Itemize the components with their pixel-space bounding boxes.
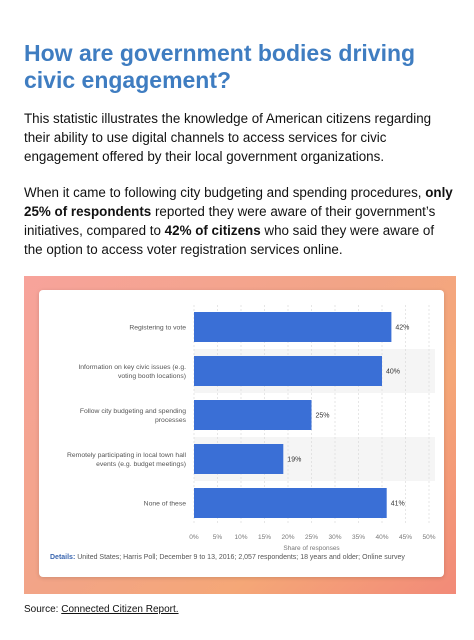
bar: [194, 356, 382, 386]
x-tick-label: 45%: [398, 534, 413, 541]
x-tick-label: 35%: [351, 534, 366, 541]
summary-paragraph: [24, 183, 456, 259]
bar: [194, 400, 312, 430]
data-label: 41%: [390, 500, 405, 508]
x-tick-label: 5%: [212, 534, 223, 541]
x-tick-label: 50%: [422, 534, 436, 541]
chart-details: [50, 552, 430, 563]
category-label-line: processes: [155, 417, 186, 424]
source-link[interactable]: Connected Citizen Report.: [61, 604, 179, 615]
x-tick-label: 30%: [328, 534, 342, 541]
category-label-line: Remotely participating in local town hall: [66, 452, 186, 459]
category-label: [67, 452, 186, 468]
category-label-line: Registering to vote: [129, 324, 186, 332]
data-label: 25%: [315, 412, 330, 420]
category-label: [144, 501, 187, 508]
bar: [194, 488, 387, 518]
data-label: 19%: [287, 456, 302, 464]
summary-highlight-2: 42% of citizens: [164, 223, 261, 238]
details-text: United States; Harris Poll; December 9 to 13, 2016; 2,057 respondents; 18 years and older; Online survey: [75, 554, 405, 561]
bar: [194, 444, 283, 474]
category-label-line: None of these: [143, 500, 186, 508]
x-axis-label: Share of responses: [283, 545, 340, 552]
x-tick-label: 15%: [257, 534, 272, 541]
summary-text-3: who said they were aware of the option to access voter registration services online.: [24, 223, 435, 257]
page-title: How are government bodies driving civic engagement?: [24, 40, 416, 93]
source-line: [24, 603, 179, 617]
x-tick-label: 20%: [281, 534, 295, 541]
chart-frame: [24, 276, 456, 594]
category-label-line: voting booth locations): [117, 373, 186, 380]
source-label: Source:: [24, 604, 62, 615]
x-tick-label: 10%: [234, 534, 248, 541]
bar: [194, 312, 391, 342]
summary-text-1: When it came to following city budgeting and spending procedures,: [24, 185, 426, 200]
data-label: 40%: [386, 368, 401, 376]
chart-card: [39, 290, 444, 577]
intro-paragraph: This statistic illustrates the knowledge of American citizens regarding their ability to use digital channels to access services for civic engagement offered by their local government organizations.: [24, 111, 432, 164]
x-tick-label: 40%: [375, 534, 389, 541]
category-label-line: Information on key civic issues (e.g.: [78, 364, 186, 371]
category-label-line: Follow city budgeting and spending: [79, 408, 186, 415]
category-label: [80, 408, 187, 424]
details-label: Details:: [50, 554, 76, 561]
data-label: 42%: [395, 324, 410, 332]
summary-highlight-1: only 25% of respondents: [24, 185, 453, 219]
category-label: [129, 325, 186, 332]
category-label: [78, 364, 186, 380]
category-label-line: events (e.g. budget meetings): [96, 461, 186, 468]
x-tick-label: 25%: [304, 534, 319, 541]
summary-text-2: reported they were aware of their government’s initiatives, compared to: [24, 204, 436, 238]
bar-chart: [39, 290, 444, 552]
x-tick-label: 0%: [189, 534, 199, 541]
